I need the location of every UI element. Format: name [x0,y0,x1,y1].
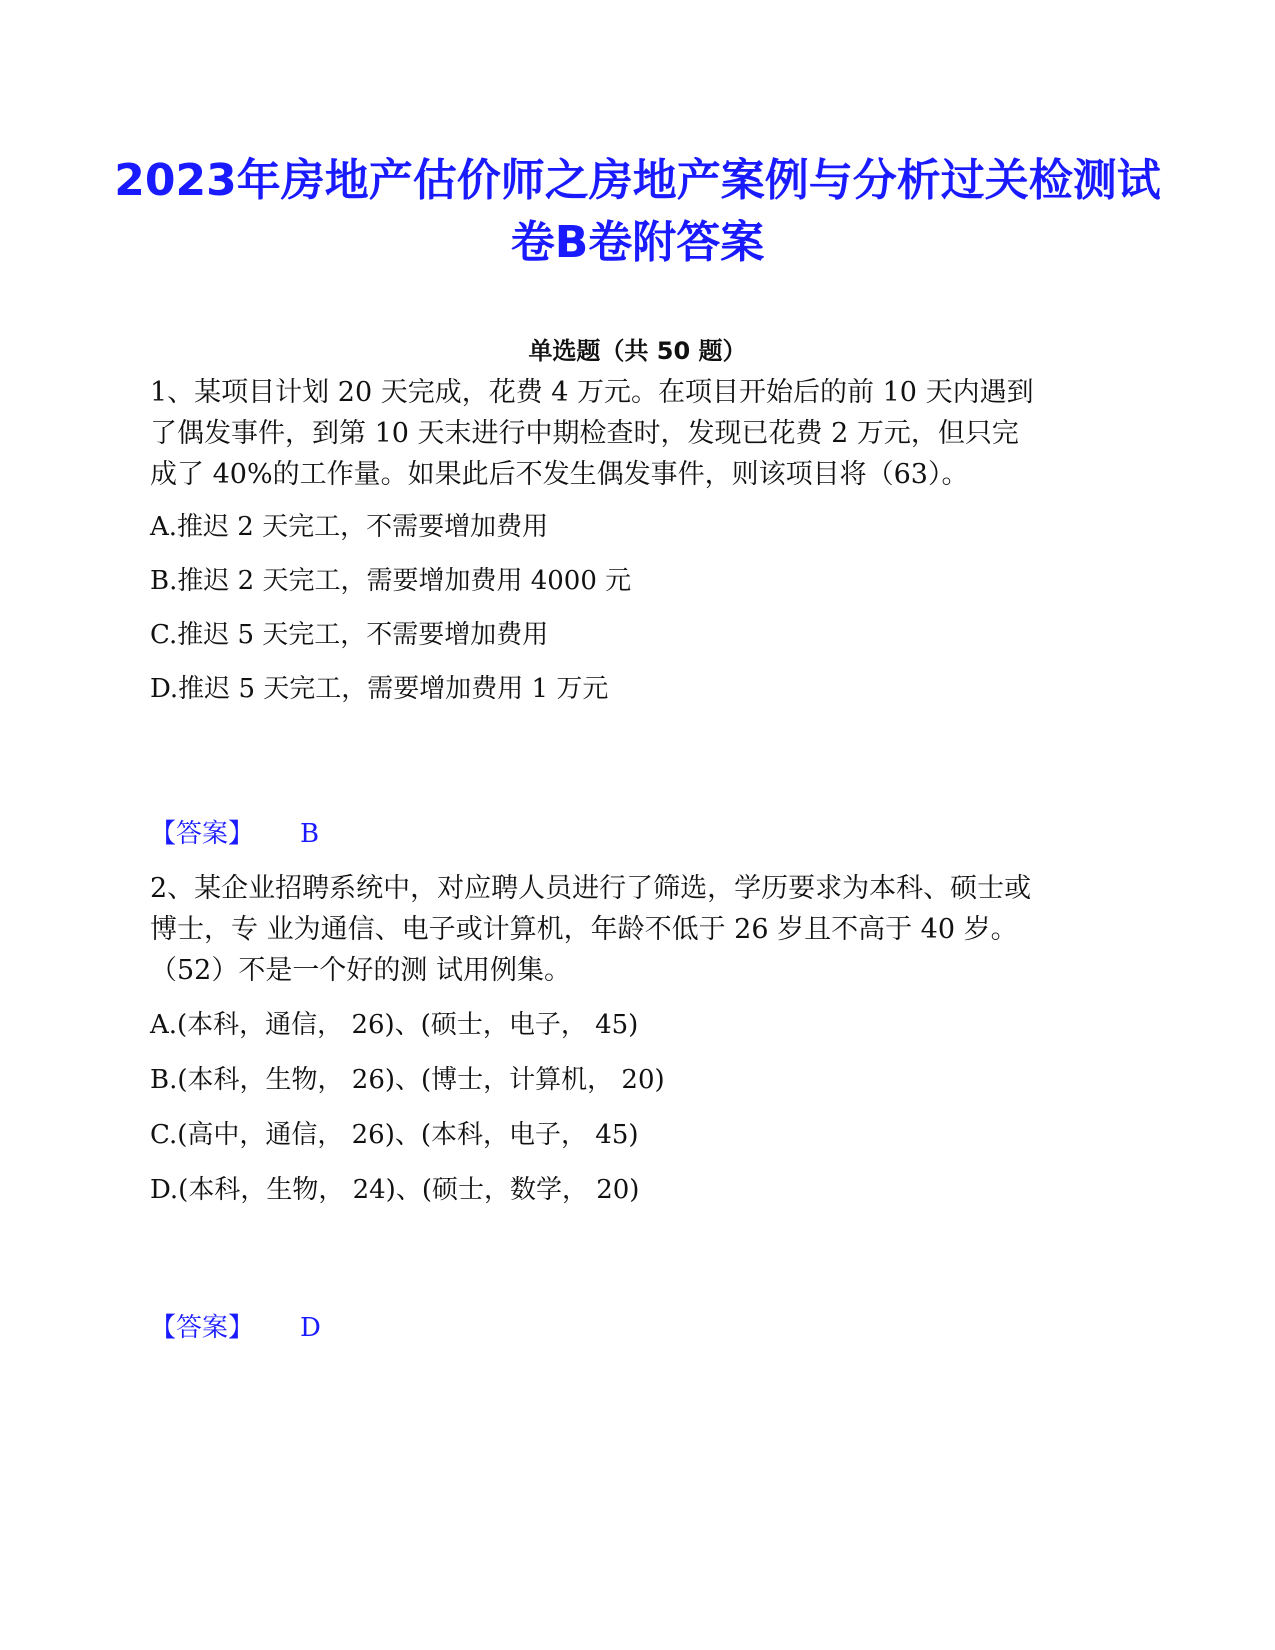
question-stem: 1、某项目计划 20 天完成，花费 4 万元。在项目开始后的前 10 天内遇到 了偶发事件，到第 10 天末进行中期检查时，发现已花费 2 万元，但只完 成了 40%的工作量。如果此后不发生偶发事件，则该项目将（63）。 [150,377,1034,490]
option-b: B.推迟 2 天完工，需要增加费用 4000 元 [150,566,632,596]
question-1 [150,372,1125,707]
answer-value: B [300,819,320,849]
option-b: B.(本科，生物， 26)、(博士，计算机， 20) [150,1065,665,1095]
option-d: D.推迟 5 天完工，需要增加费用 1 万元 [150,674,609,704]
question-stem: 2、某企业招聘系统中，对应聘人员进行了筛选，学历要求为本科、硕士或 博士，专 业为通信、电子或计算机，年龄不低于 26 岁且不高于 40 岁。 （52）不是一个好的测 试用例集。 [150,873,1032,986]
section-heading: 单选题（共 50 题） [528,337,747,365]
answer-value: D [300,1313,321,1343]
document-title: 2023年房地产估价师之房地产案例与分析过关检测试卷B卷附答案 [114,155,1161,268]
option-c: C.(高中，通信， 26)、(本科，电子， 45) [150,1120,639,1150]
answer-1 [150,816,319,852]
option-d: D.(本科，生物， 24)、(硕士，数学， 20) [150,1175,640,1205]
option-a: A.推迟 2 天完工，不需要增加费用 [150,512,549,542]
answer-2 [150,1310,321,1346]
answer-label: 【答案】 [150,819,255,849]
answer-label: 【答案】 [150,1313,255,1343]
option-c: C.推迟 5 天完工，不需要增加费用 [150,620,549,650]
question-2 [150,868,1125,1208]
option-a: A.(本科，通信， 26)、(硕士，电子， 45) [150,1010,639,1040]
